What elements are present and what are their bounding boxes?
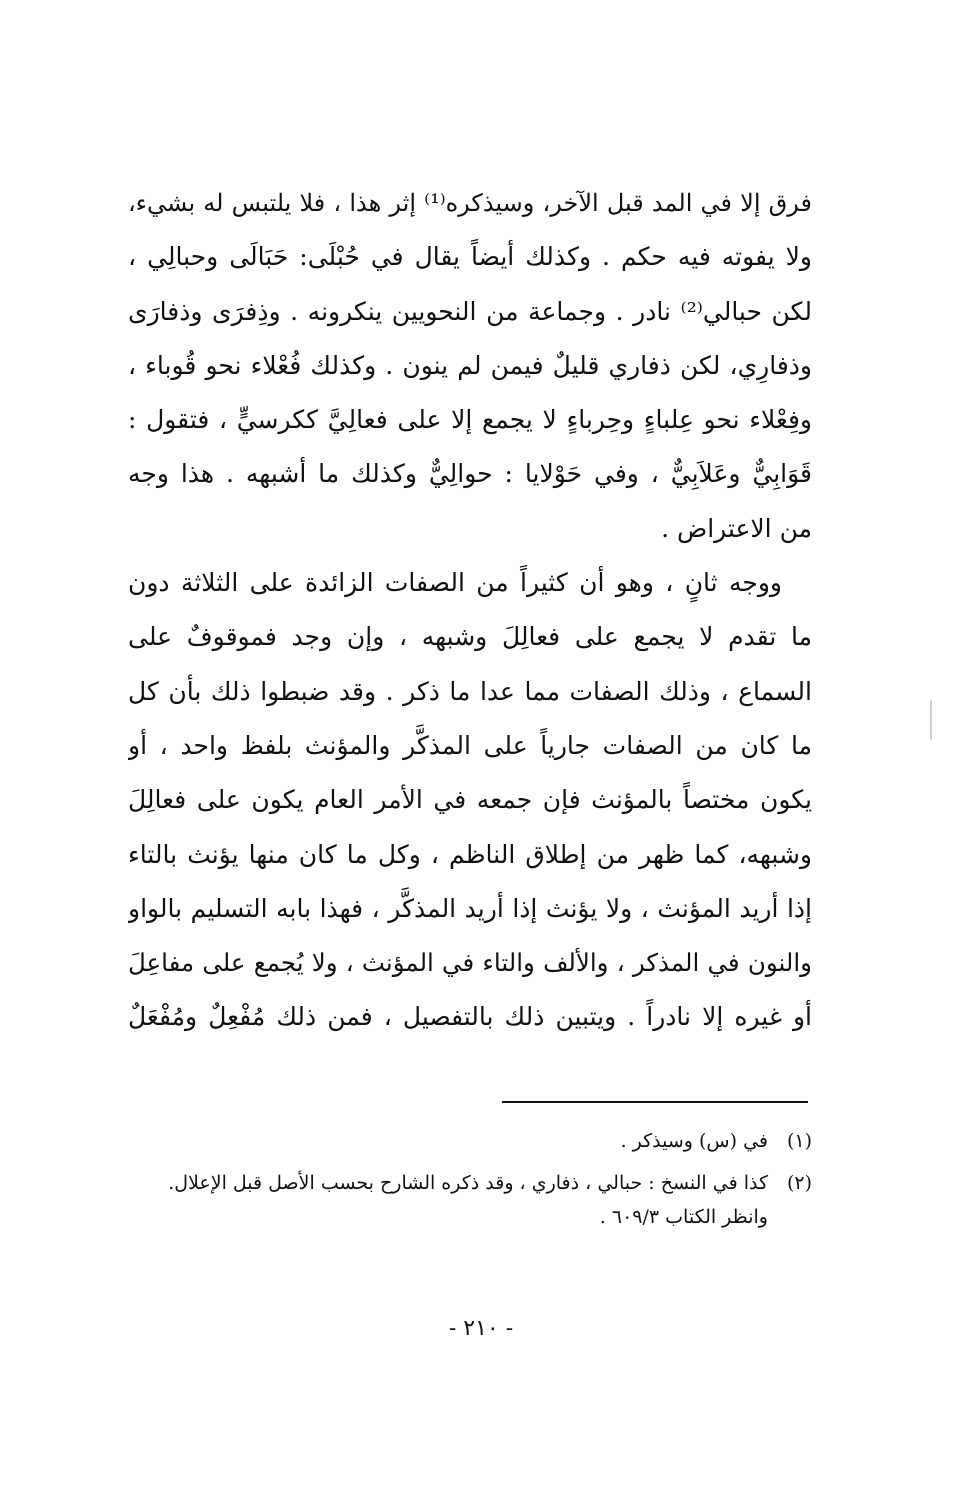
text-line: أو غيره إلا نادراً . ويتبين ذلك بالتفصيل ، فمن ذلك مُفْعِلٌ ومُفْعَلٌ xyxy=(128,1002,812,1032)
scan-speck xyxy=(930,700,932,740)
footnote-line: في (س) وسيذكر . xyxy=(620,1130,768,1152)
footnote-line: وانظر الكتاب ٦٠٩/٣ . xyxy=(599,1206,768,1228)
text-line: إذا أريد المؤنث ، ولا يؤنث إذا أريد المذكَّر ، فهذا بابه التسليم بالواو xyxy=(128,893,812,923)
footnote-number: (١) xyxy=(786,1130,812,1152)
footnote xyxy=(128,1166,812,1234)
footnote-number: (٢) xyxy=(786,1172,812,1194)
footnote-text xyxy=(128,1124,768,1158)
footnote-line: كذا في النسخ : حبالي ، ذفاري ، وقد ذكره الشارح بحسب الأصل قبل الإعلال. xyxy=(168,1172,768,1194)
text-line: فرق إلا في المد قبل الآخر، وسيذكره⁽¹⁾ إثر هذا ، فلا يلتبس له بشيء، xyxy=(128,189,812,217)
text-line: يكون مختصاً بالمؤنث فإن جمعه في الأمر العام يكون على فعالِلَ xyxy=(128,785,812,815)
text-line: ووجه ثانٍ ، وهو أن كثيراً من الصفات الزائدة على الثلاثة دون xyxy=(128,568,782,598)
footnote xyxy=(128,1124,812,1158)
text-line: قَوَابِيٌّ وعَلاَبِيٌّ ، وفي حَوْلايا : حوالِيٌّ وكذلك ما أشبهه . هذا وجه xyxy=(128,459,812,489)
page-number: - ٢١٠ - xyxy=(448,1316,514,1341)
footnote-text xyxy=(128,1166,768,1234)
text-line: وشبهه، كما ظهر من إطلاق الناظم ، وكل ما كان منها يؤنث بالتاء xyxy=(128,839,812,869)
text-line: وفِعْلاء نحو عِلباءٍ وحِرباءٍ لا يجمع إلا على فعالِيَّ ككرسيٍّ ، فتقول : xyxy=(128,405,812,435)
main-text xyxy=(128,176,812,1045)
text-line: والنون في المذكر ، والألف والتاء في المؤنث ، ولا يُجمع على مفاعِلَ xyxy=(128,948,812,978)
text-line: من الاعتراض . xyxy=(661,513,812,543)
text-line: ما كان من الصفات جارياً على المذكَّر والمؤنث بلفظ واحد ، أو xyxy=(128,730,812,760)
text-line: لكن حبالي⁽²⁾ نادر . وجماعة من النحويين ينكرونه . وذِفرَى وذفارَى xyxy=(128,296,812,326)
text-line: ما تقدم لا يجمع على فعالِلَ وشبهه ، وإن وجد فموقوفٌ على xyxy=(128,622,812,652)
text-line: السماع ، وذلك الصفات مما عدا ما ذكر . وقد ضبطوا ذلك بأن كل xyxy=(128,676,812,706)
footnotes xyxy=(128,1124,812,1242)
text-line: وذفارِي، لكن ذفاري قليلٌ فيمن لم ينون . وكذلك فُعْلاء نحو قُوباء ، xyxy=(128,350,812,380)
footnote-divider xyxy=(502,1101,808,1103)
text-line: ولا يفوته فيه حكم . وكذلك أيضاً يقال في حُبْلَى: حَبَالَى وحبالِي ، xyxy=(128,242,812,272)
